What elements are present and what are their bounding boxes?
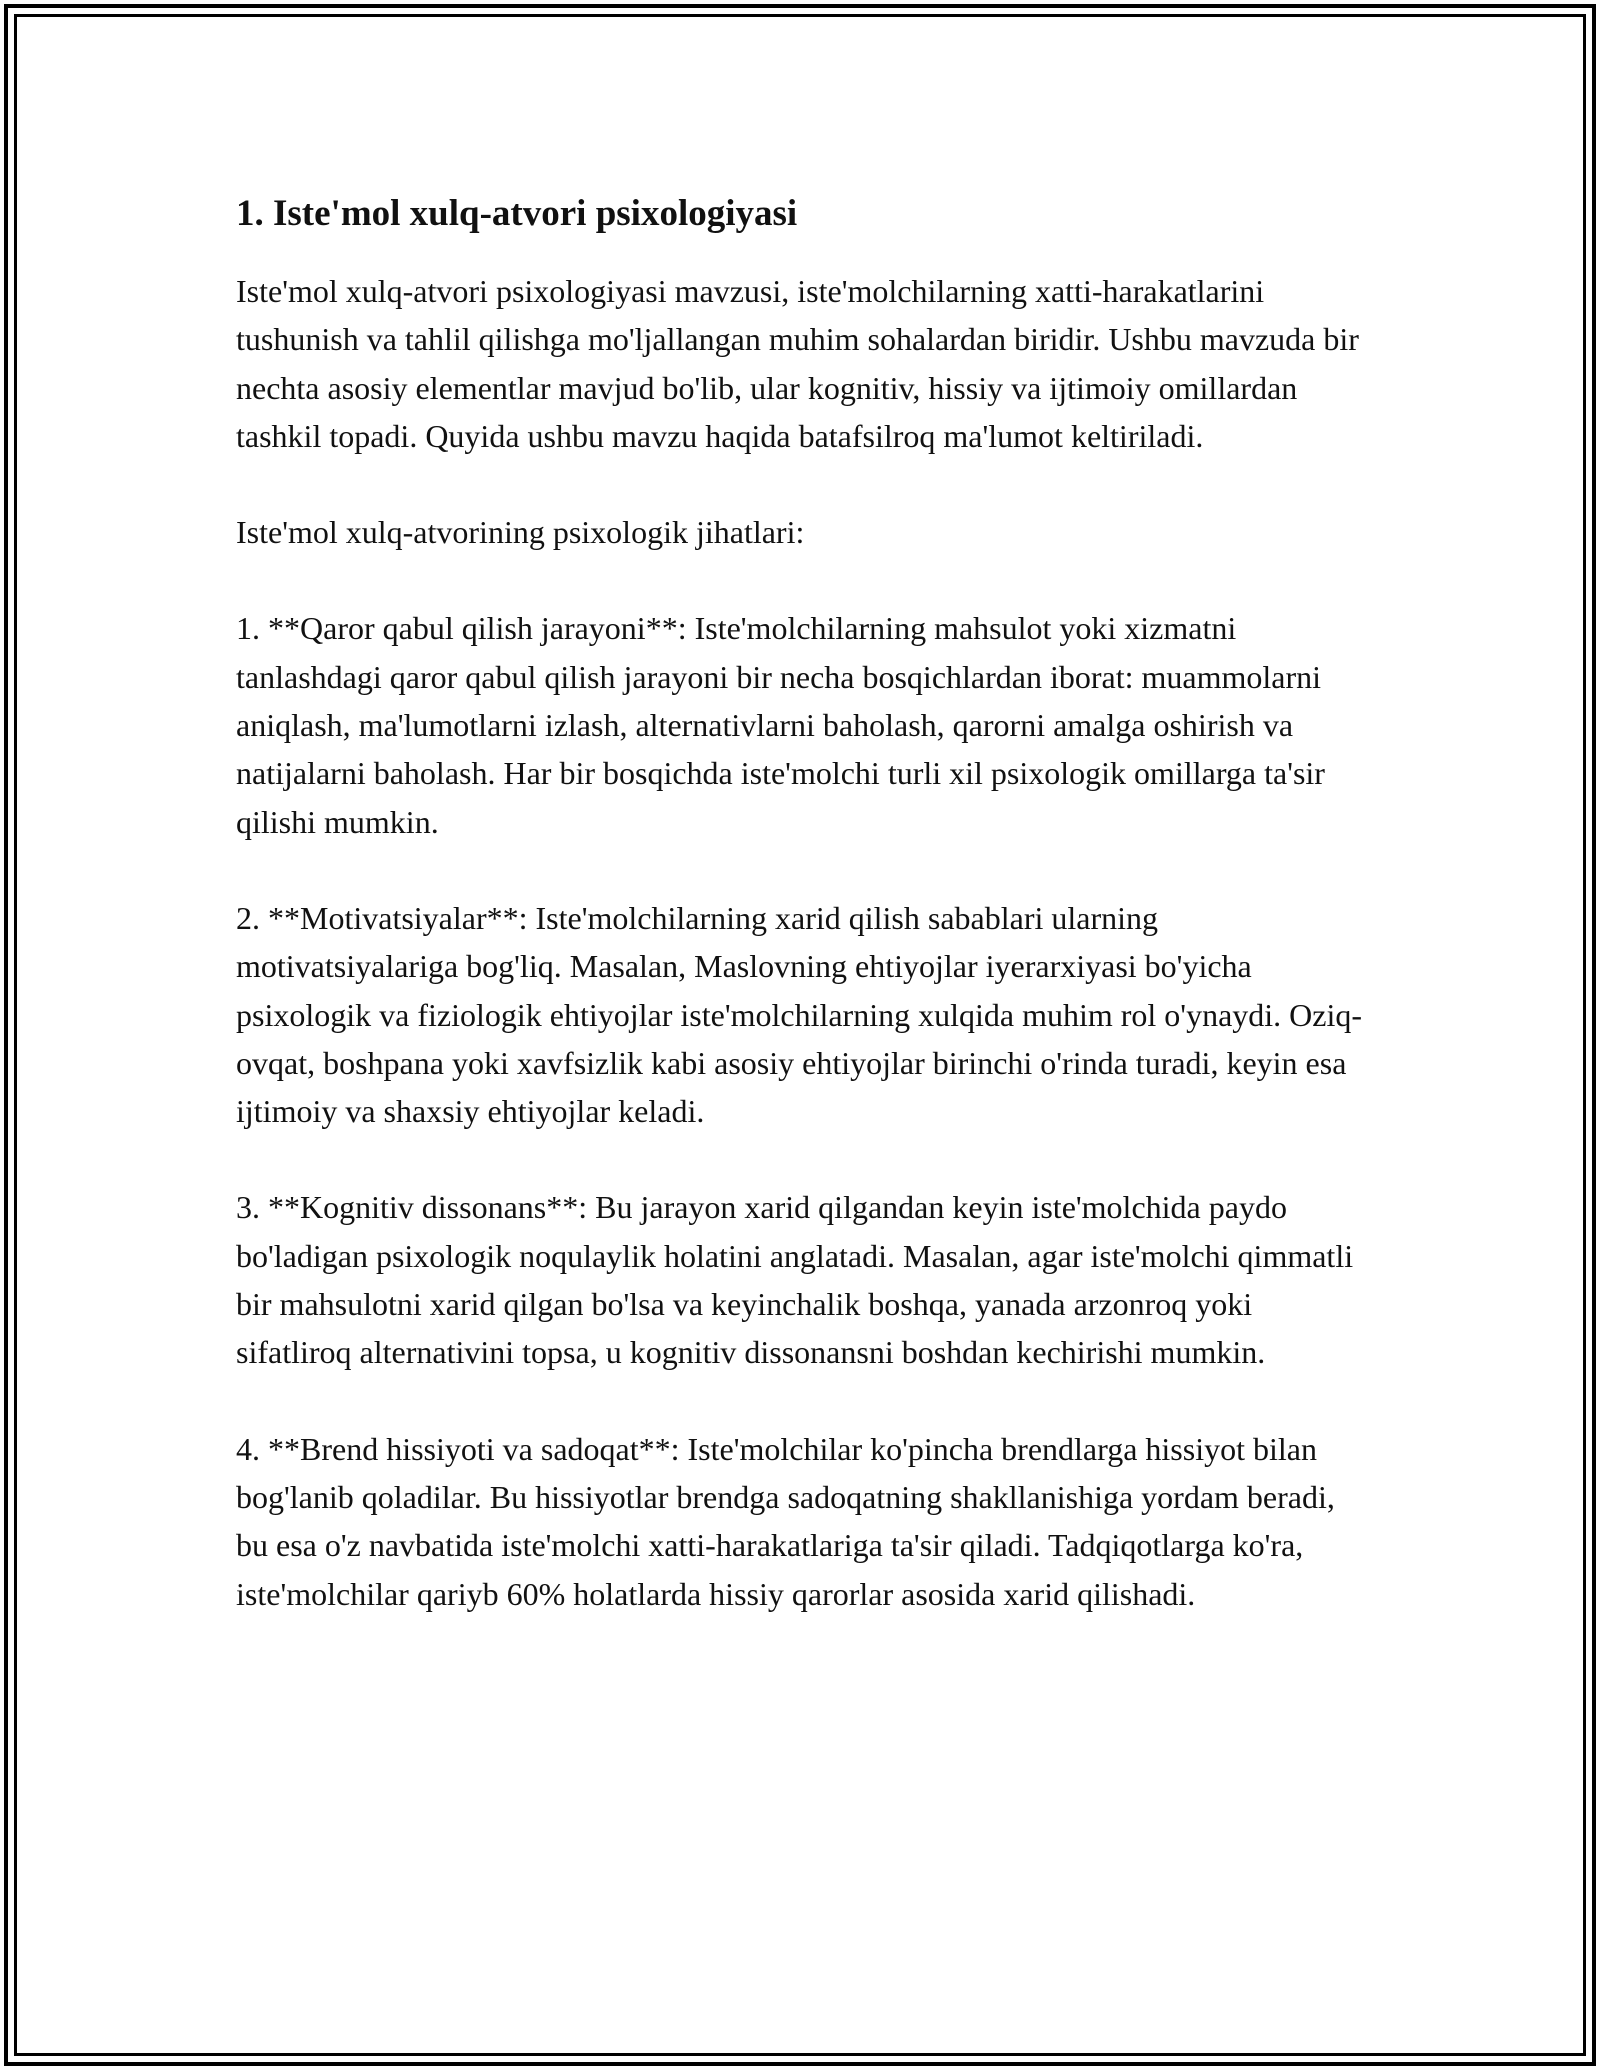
section-subheading: Iste'mol xulq-atvorining psixologik jihatlari: (236, 514, 805, 551)
intro-paragraph: Iste'mol xulq-atvori psixologiyasi mavzusi, iste'molchilarning xatti-harakatlarini tushunish va tahlil qilishga mo'ljallangan muhim sohalardan biridir. Ushbu mavzuda bir nechta asosiy elementlar mavjud bo'lib, ular kognitiv, hissiy va ijtimoiy omillardan tashkil topadi. Quyida ushbu mavzu haqida batafsilroq ma'lumot keltiriladi. (236, 273, 1359, 454)
list-item-brand-loyalty: 4. **Brend hissiyoti va sadoqat**: Iste'molchilar ko'pincha brendlarga hissiyot bilan bog'lanib qoladilar. Bu hissiyotlar brendga sadoqatning shakllanishiga yordam beradi, bu esa o'z navbatida iste'molchi xatti-harakatlariga ta'sir qiladi. Tadqiqotlarga ko'ra, iste'molchilar qariyb 60% holatlarda hissiy qarorlar asosida xarid qilishadi. (236, 1430, 1335, 1612)
document-body (236, 188, 1366, 1666)
document-title: 1. Iste'mol xulq-atvori psixologiyasi (236, 193, 798, 234)
list-item-cognitive-dissonance: 3. **Kognitiv dissonans**: Bu jarayon xarid qilgandan keyin iste'molchida paydo bo'ladigan psixologik noqulaylik holatini anglatadi. Masalan, agar iste'molchi qimmatli bir mahsulotni xarid qilgan bo'lsa va keyinchalik boshqa, yanada arzonroq yoki sifatliroq alternativini topsa, u kognitiv dissonansni boshdan kechirishi mumkin. (236, 1189, 1354, 1371)
list-item-decision-process: 1. **Qaror qabul qilish jarayoni**: Iste'molchilarning mahsulot yoki xizmatni tanlashdagi qaror qabul qilish jarayoni bir necha bosqichlardan iborat: muammolarni aniqlash, ma'lumotlarni izlash, alternativlarni baholash, qarorni amalga oshirish va natijalarni baholash. Har bir bosqichda iste'molchi turli xil psixologik omillarga ta'sir qilishi mumkin. (236, 610, 1325, 840)
list-item-motivations: 2. **Motivatsiyalar**: Iste'molchilarning xarid qilish sabablari ularning motivatsiyalariga bog'liq. Masalan, Maslovning ehtiyojlar iyerarxiyasi bo'yicha psixologik va fiziologik ehtiyojlar iste'molchilarning xulqida muhim rol o'ynaydi. Oziq-ovqat, boshpana yoki xavfsizlik kabi asosiy ehtiyojlar birinchi o'rinda turadi, keyin esa ijtimoiy va shaxsiy ehtiyojlar keladi. (236, 899, 1363, 1130)
